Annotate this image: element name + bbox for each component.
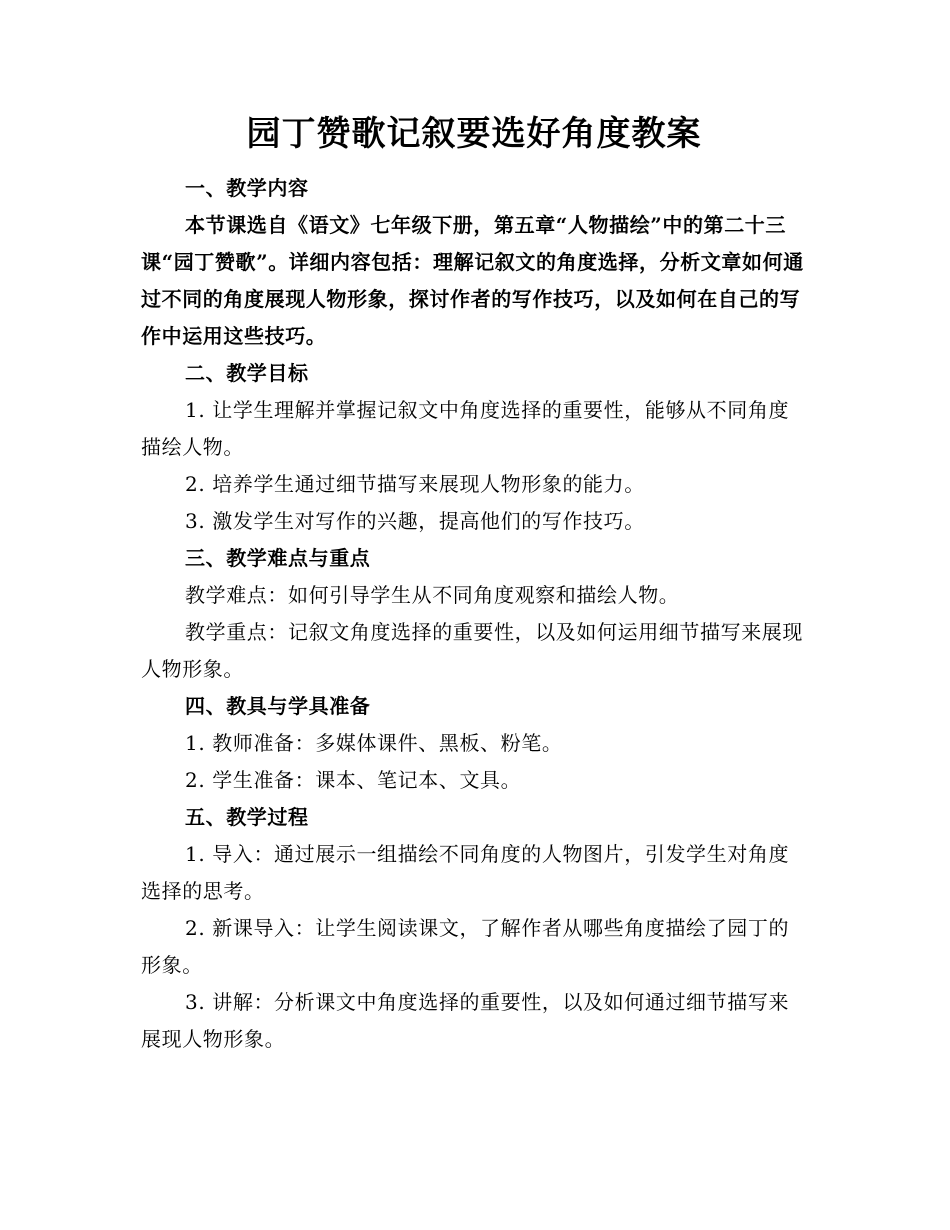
teaching-process-item: 1. 导入：通过展示一组描绘不同角度的人物图片，引发学生对角度选择的思考。	[141, 842, 790, 903]
section-heading-teaching-content: 一、教学内容	[185, 176, 309, 200]
teaching-process-item: 3. 讲解：分析课文中角度选择的重要性，以及如何通过细节描写来展现人物形象。	[141, 990, 790, 1051]
teaching-content-paragraph: 本节课选自《语文》七年级下册，第五章“人物描绘”中的第二十三课“园丁赞歌”。详细内容包括：理解记叙文的角度选择，分析文章如何通过不同的角度展现人物形象，探讨作者的写作技巧，以及如何在自己的写作中运用这些技巧。	[141, 213, 804, 348]
teaching-difficulty-item: 教学难点：如何引导学生从不同角度观察和描绘人物。	[185, 583, 680, 607]
document-content	[141, 108, 807, 1058]
section-heading-difficulties-key-points: 三、教学难点与重点	[185, 546, 371, 570]
teaching-goal-item: 3. 激发学生对写作的兴趣，提高他们的写作技巧。	[185, 509, 645, 533]
teaching-goal-item: 1. 让学生理解并掌握记叙文中角度选择的重要性，能够从不同角度描绘人物。	[141, 398, 790, 459]
teaching-key-point-item: 教学重点：记叙文角度选择的重要性，以及如何运用细节描写来展现人物形象。	[141, 620, 803, 681]
document-title: 园丁赞歌记叙要选好角度教案	[246, 114, 702, 154]
teaching-aid-item: 1. 教师准备：多媒体课件、黑板、粉笔。	[185, 731, 563, 755]
section-heading-teaching-goals: 二、教学目标	[185, 361, 309, 385]
section-heading-teaching-process: 五、教学过程	[185, 805, 309, 829]
teaching-goal-item: 2. 培养学生通过细节描写来展现人物形象的能力。	[185, 472, 645, 496]
teaching-aid-item: 2. 学生准备：课本、笔记本、文具。	[185, 768, 522, 792]
teaching-process-item: 2. 新课导入：让学生阅读课文，了解作者从哪些角度描绘了园丁的形象。	[141, 916, 790, 977]
section-heading-teaching-aids: 四、教具与学具准备	[185, 694, 371, 718]
